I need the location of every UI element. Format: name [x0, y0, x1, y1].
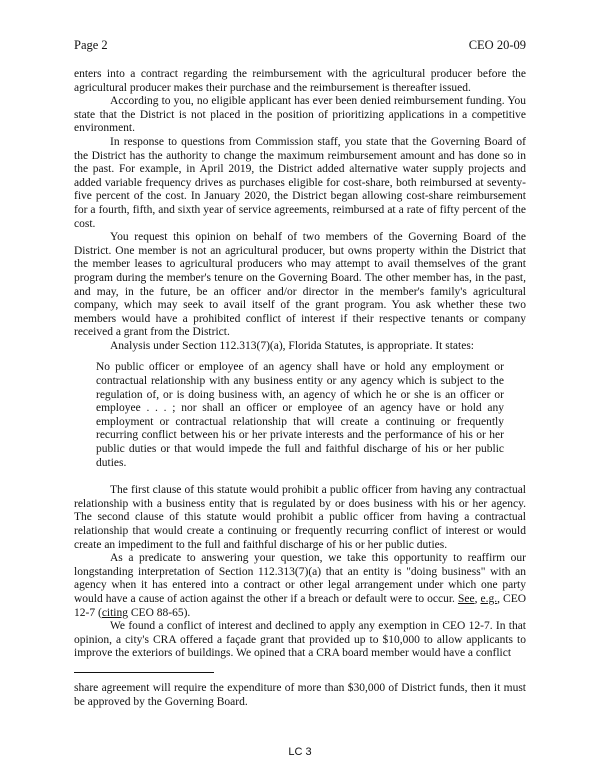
paragraph-1: enters into a contract regarding the reimbursement with the agricultural producer before the agricultural producer makes their purchase and the reimbursement is thereafter issued. [74, 68, 526, 94]
paragraph-2: According to you, no eligible applicant has ever been denied reimbursement funding. You state that the District is not placed in the position of prioritizing applications in a competitive environment. [74, 95, 526, 135]
citing-signal: citing [101, 606, 129, 619]
citation-ceo-12-7: CEO 12-7 [74, 592, 527, 619]
page-number-header: Page 2 [74, 38, 108, 52]
paragraph-7-text: As a predicate to answering your question, we take this opportunity to reaffirm our longstanding interpretation of Section 112.313(7)(a) that an entity is "doing business" with an agency when it has entered into a contract or other legal arrangement under which one party would have a cause of action against the other if a breach or default were to occur. [74, 552, 526, 605]
paragraph-3: In response to questions from Commission staff, you state that the Governing Board of the District has the authority to change the maximum reimbursement amount and has done so in the past. For example, in April 2019, the District added alternative water supply projects and added variable frequency drives as purchases eligible for cost-share, both reimbursed at seventy-five percent of the cost. In January 2020, the District began allowing cost-share reimbursement for a fourth, fifth, and sixth year of service agreements, reimbursed at a rate of fifty percent of the cost. [74, 135, 526, 230]
footnote-text: share agreement will require the expenditure of more than $30,000 of District funds, then it must be approved by the Governing Board. [74, 682, 526, 708]
footnote-divider [74, 672, 214, 673]
paragraph-5: Analysis under Section 112.313(7)(a), Florida Statutes, is appropriate. It states: [110, 339, 474, 352]
eg-signal: e.g. [480, 592, 498, 605]
document-body [74, 68, 526, 661]
page-label: LC 3 [288, 746, 312, 758]
statute-quote: No public officer or employee of an agency shall have or hold any employment or contractual relationship with any business entity or any agency which is subject to the regulation of, or is doing business with, an agency of which he or she is an officer or employee . . . ; nor shall an officer or employee of an agency have or hold any employment or contractual relationship that will create a continuing or frequently recurring conflict between his or her private interests and the performance of his or her public duties or that would impede the full and faithful discharge of his or her public duties. [96, 361, 504, 469]
paragraph-7: As a predicate to answering your question, we take this opportunity to reaffirm our longstanding interpretation of Section 112.313(7)(a) that an entity is "doing business" with an agency when it has entered into a contract or other legal arrangement under which one party would have a cause of action against the other if a breach or default were to occur. See, e.g., CEO 12-7 (citing CEO 88-65). [74, 552, 527, 619]
opinion-number-header: CEO 20-09 [468, 38, 526, 52]
paragraph-8: We found a conflict of interest and declined to apply any exemption in CEO 12-7. In that opinion, a city's CRA offered a façade grant that provided up to $10,000 to allow applicants to improve the exteriors of buildings. We opined that a CRA board member would have a conflict [74, 620, 526, 660]
citation-ceo-88-65: CEO 88-65). [130, 606, 191, 619]
paragraph-6: The first clause of this statute would prohibit a public officer from having any contractual relationship with a business entity that is regulated by or does business with his or her agency. The second clause of this statute would prohibit a public officer from having a contractual relationship that would create a continuing or frequently recurring conflict of interest or would create an impediment to the full and faithful discharge of his or her public duties. [74, 484, 526, 551]
paragraph-4: You request this opinion on behalf of two members of the Governing Board of the District. One member is not an agricultural producer, but owns property within the District that the member leases to agricultural producers who may attempt to avail themselves of the grant program during the member's tenure on the Governing Board. The other member has, in the past, and may, in the future, be an officer and/or director in the member's family's agricultural company, which may seek to avail itself of the grant program. You ask whether these two members would have a prohibited conflict of interest if their respective tenants or company received a grant from the District. [74, 231, 526, 339]
see-signal: See [457, 592, 475, 605]
